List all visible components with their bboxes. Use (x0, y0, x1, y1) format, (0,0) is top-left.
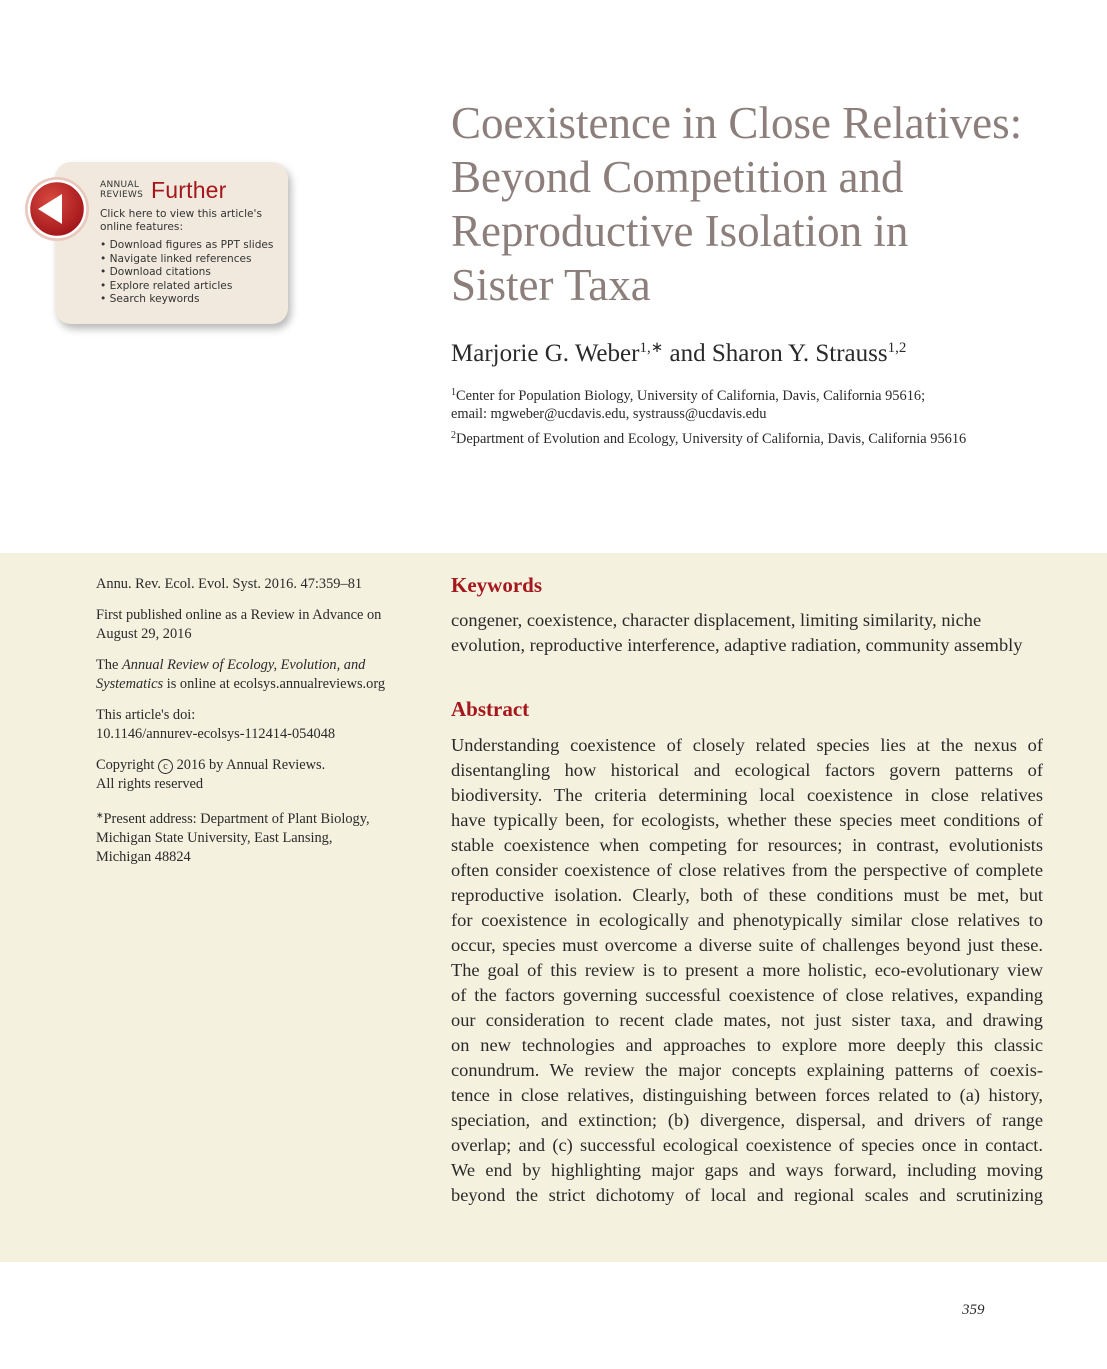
abstract-line: conundrum. We review the major concepts explaining patterns of coexis- (451, 1060, 1043, 1080)
feature-related-articles[interactable]: • Explore related articles (100, 280, 273, 294)
click-here-rest: to view this article's online features: (100, 208, 262, 233)
abstract-line: The goal of this review is to present a more holistic, eco-evolutionary view (451, 960, 1043, 980)
affiliation-text: Center for Population Biology, University of California, Davis, California 95616; (456, 388, 926, 404)
abstract-line: occur, species must overcome a diverse suite of challenges beyond just these. (451, 935, 1043, 955)
abstract-line: tence in close relatives, distinguishing between forces related to (a) history, (451, 1085, 1043, 1105)
abstract-line: for coexistence in ecologically and phenotypically similar close relatives to (451, 910, 1043, 930)
abstract-line: our consideration to recent clade mates, not just sister taxa, and drawing (451, 1010, 1043, 1030)
article-info-sidebar (96, 575, 416, 879)
brand-annual: ANNUAL (100, 180, 140, 190)
publication-date: First published online as a Review in Advance on August 29, 2016 (96, 607, 382, 642)
feature-download-citations[interactable]: • Download citations (100, 266, 273, 280)
author-affiliation-sup: 1,∗ (639, 340, 664, 356)
brand-reviews: REVIEWS (100, 190, 144, 200)
annual-reviews-further-logo (100, 176, 285, 204)
article-doi: This article's doi: 10.1146/annurev-ecolsys-112414-054048 (96, 707, 336, 742)
title-line: Sister Taxa (451, 260, 651, 310)
abstract-line: of the factors governing successful coexistence of close relatives, expanding (451, 985, 1043, 1005)
affiliation-2 (451, 427, 1091, 448)
abstract-line: biodiversity. The criteria determining local coexistence in close relatives (451, 785, 1043, 805)
keywords-text: congener, coexistence, character displacement, limiting similarity, niche evolution, reproductive interference, adaptive radiation, community assembly (451, 610, 1023, 655)
further-feature-list (100, 239, 273, 307)
present-address-note: ∗Present address: Department of Plant Biology, Michigan State University, East Lansing, Michigan 48824 (96, 810, 370, 865)
abstract-line: speciation, and extinction; (b) divergence, dispersal, and drivers of range (451, 1110, 1043, 1130)
abstract-line: on new technologies and approaches to explore more deeply this classic (451, 1035, 1043, 1055)
further-description (100, 208, 285, 234)
keywords-heading: Keywords (451, 573, 542, 597)
abstract-line: disentangling how historical and ecological factors govern patterns of (451, 760, 1043, 780)
journal-online-info: The Annual Review of Ecology, Evolution, and Systematics is online at ecolsys.annualreviews.org (96, 657, 386, 692)
copyright-icon: c (158, 759, 173, 774)
affiliation-1 (451, 384, 1091, 423)
abstract-line: We end by highlighting major gaps and ways forward, including moving (451, 1160, 1043, 1180)
abstract-line: beyond the strict dichotomy of local and regional scales and scrutinizing (451, 1185, 1043, 1205)
abstract-text (451, 733, 1043, 1208)
title-line: Beyond Competition and (451, 152, 904, 202)
abstract-line: stable coexistence when competing for resources; in contrast, evolutionists (451, 835, 1043, 855)
feature-navigate-references[interactable]: • Navigate linked references (100, 253, 273, 267)
abstract-heading: Abstract (451, 697, 530, 721)
author-conjunction: and (669, 340, 706, 367)
affiliation-number: 1 (451, 387, 456, 398)
author-email[interactable]: email: mgweber@ucdavis.edu, systrauss@ucdavis.edu (451, 406, 767, 422)
author-list (451, 338, 1091, 368)
play-arrow-icon[interactable] (24, 176, 90, 242)
brand-further: Further (151, 177, 227, 203)
copyright-notice: Copyright c 2016 by Annual Reviews. All rights reserved (96, 757, 326, 792)
feature-download-figures[interactable]: • Download figures as PPT slides (100, 239, 273, 253)
title-line: Reproductive Isolation in (451, 206, 909, 256)
affiliation-text: Department of Evolution and Ecology, University of California, Davis, California 95616 (456, 431, 967, 447)
abstract-line: overlap; and (c) successful ecological coexistence of species once in contact. (451, 1135, 1043, 1155)
abstract-line: have typically been, for ecologists, whether these species meet conditions of (451, 810, 1043, 830)
author-name: Marjorie G. Weber (451, 340, 640, 367)
abstract-line: often consider coexistence of close relatives from the perspective of complete (451, 860, 1043, 880)
abstract-line: Understanding coexistence of closely related species lies at the nexus of (451, 735, 1043, 755)
affiliation-number: 2 (451, 430, 456, 441)
feature-search-keywords[interactable]: • Search keywords (100, 293, 273, 307)
article-title (451, 96, 1071, 312)
title-line: Coexistence in Close Relatives: (451, 98, 1023, 148)
doi-link[interactable]: 10.1146/annurev-ecolsys-112414-054048 (96, 726, 336, 742)
click-here-link[interactable]: Click here (100, 208, 153, 220)
author-affiliation-sup: 1,2 (887, 340, 907, 356)
page-number: 359 (962, 1302, 985, 1318)
abstract-line: reproductive isolation. Clearly, both of these conditions must be met, but (451, 885, 1043, 905)
author-name: Sharon Y. Strauss (711, 340, 888, 367)
journal-citation: Annu. Rev. Ecol. Evol. Syst. 2016. 47:359–81 (96, 576, 363, 592)
